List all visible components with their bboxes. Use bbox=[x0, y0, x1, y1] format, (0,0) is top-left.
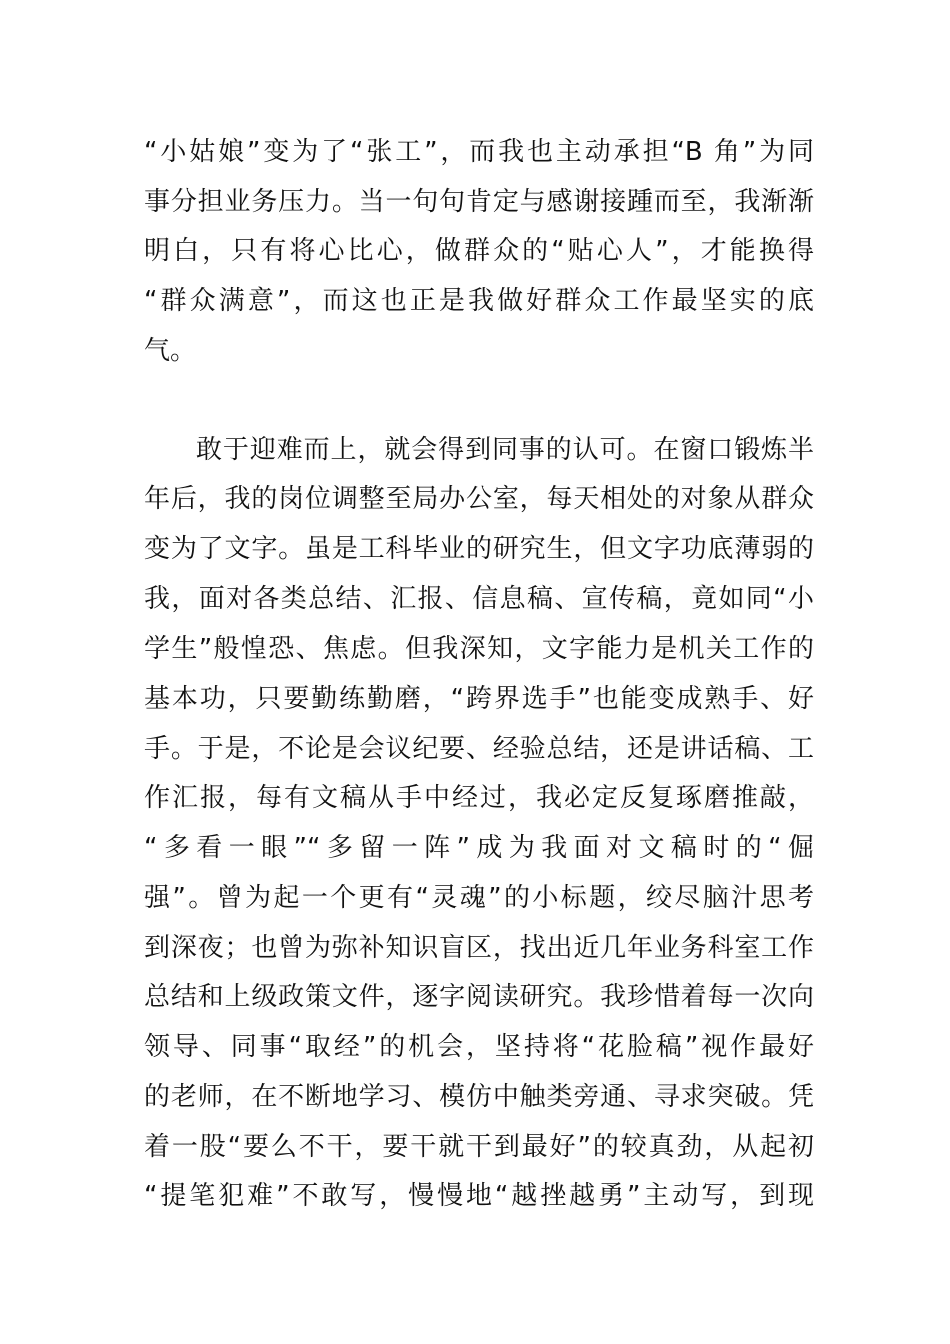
paragraph-line: 明白，只有将心比心，做群众的“贴心人”，才能换得 bbox=[144, 236, 814, 266]
paragraph-line: 气。 bbox=[144, 336, 197, 366]
paragraph-line: 基本功，只要勤练勤磨，“跨界选手”也能变成熟手、好 bbox=[144, 684, 814, 714]
paragraph-line: 年后，我的岗位调整至局办公室，每天相处的对象从群众 bbox=[144, 484, 814, 514]
paragraph-line: 着一股“要么不干，要干就干到最好”的较真劲，从起初 bbox=[144, 1132, 814, 1162]
paragraph-line: 手。于是，不论是会议纪要、经验总结，还是讲话稿、工 bbox=[144, 734, 814, 764]
paragraph-line: 我，面对各类总结、汇报、信息稿、宣传稿，竟如同“小 bbox=[144, 584, 814, 614]
paragraph-line: 总结和上级政策文件，逐字阅读研究。我珍惜着每一次向 bbox=[144, 982, 814, 1012]
paragraph-line: 领导、同事“取经”的机会，坚持将“花脸稿”视作最好 bbox=[144, 1032, 814, 1062]
paragraph-line: 的老师，在不断地学习、模仿中触类旁通、寻求突破。凭 bbox=[144, 1082, 814, 1112]
paragraph-line: “多看一眼”“多留一阵”成为我面对文稿时的“倔 bbox=[144, 833, 814, 863]
paragraph-line: 作汇报，每有文稿从手中经过，我必定反复琢磨推敲， bbox=[144, 783, 814, 813]
paragraph-line: 到深夜；也曾为弥补知识盲区，找出近几年业务科室工作 bbox=[144, 933, 814, 963]
paragraph-line: 事分担业务压力。当一句句肯定与感谢接踵而至，我渐渐 bbox=[144, 187, 814, 217]
paragraph-line: 强”。曾为起一个更有“灵魂”的小标题，绞尽脑汁思考 bbox=[144, 883, 814, 913]
paragraph-line: “群众满意”，而这也正是我做好群众工作最坚实的底 bbox=[144, 286, 814, 316]
paragraph-first-line: 敢于迎难而上，就会得到同事的认可。在窗口锻炼半 bbox=[196, 435, 814, 465]
paragraph-line: 变为了文字。虽是工科毕业的研究生，但文字功底薄弱的 bbox=[144, 534, 814, 564]
paragraph-line: “小姑娘”变为了“张工”，而我也主动承担“B 角”为同 bbox=[144, 137, 814, 167]
paragraph-line: 学生”般惶恐、焦虑。但我深知，文字能力是机关工作的 bbox=[144, 634, 814, 664]
paragraph-line: “提笔犯难”不敢写，慢慢地“越挫越勇”主动写，到现 bbox=[144, 1181, 814, 1211]
